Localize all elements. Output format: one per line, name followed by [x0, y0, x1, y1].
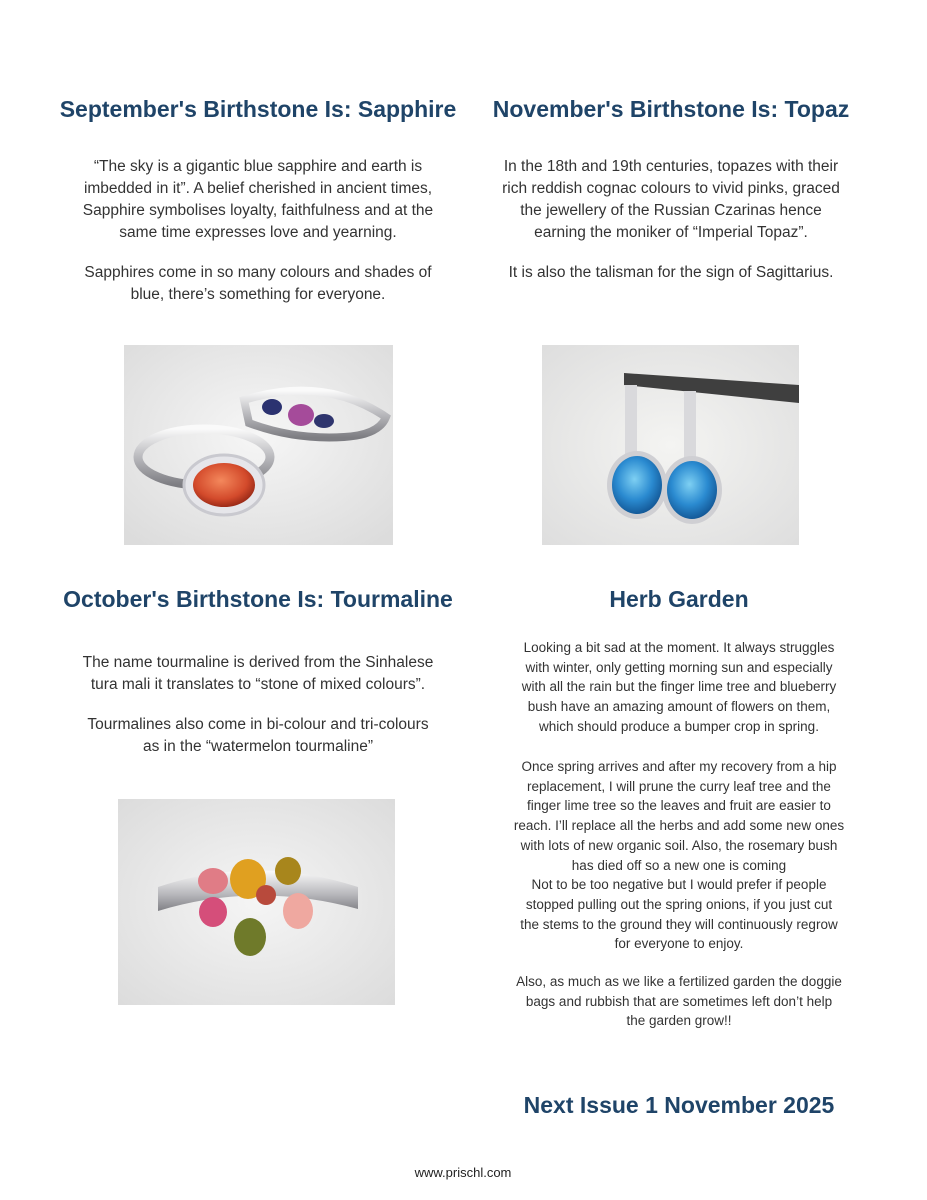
tourmaline-ring-illustration: [118, 799, 395, 1005]
september-paragraph-1: “The sky is a gigantic blue sapphire and earth is imbedded in it”. A belief cherished in ancient times, Sapphire symbolises loyalty, faithfulness and at the same time expresses love and yearning.: [82, 158, 434, 241]
blue-topaz-earrings-photo: [542, 345, 799, 545]
herb-garden-heading: Herb Garden: [609, 586, 749, 612]
november-heading: November's Birthstone Is: Topaz: [492, 96, 850, 122]
herb-garden-paragraph-1: Looking a bit sad at the moment. It always struggles with winter, only getting morning sun and especially with all the rain but the finger lime tree and blueberry bush have an amazing amount of flowers on them, which should produce a bumper crop in spring.: [521, 640, 837, 734]
website-link[interactable]: www.prischl.com: [414, 1165, 512, 1180]
sapphire-rings-illustration: [124, 345, 393, 545]
october-paragraph-1: The name tourmaline is derived from the Sinhalese tura mali it translates to “stone of mixed colours”.: [82, 654, 434, 693]
tourmaline-cluster-ring-photo: [118, 799, 395, 1005]
november-paragraph-2: It is also the talisman for the sign of Sagittarius.: [508, 264, 834, 281]
october-heading: October's Birthstone Is: Tourmaline: [63, 586, 453, 612]
september-heading: September's Birthstone Is: Sapphire: [59, 96, 457, 122]
topaz-earrings-illustration: [542, 345, 799, 545]
next-issue-heading: Next Issue 1 November 2025: [523, 1092, 835, 1118]
september-paragraph-2: Sapphires come in so many colours and shades of blue, there’s something for everyone.: [84, 264, 432, 303]
sapphire-rings-photo: [124, 345, 393, 545]
november-paragraph-1: In the 18th and 19th centuries, topazes with their rich reddish cognac colours to vivid pinks, graced the jewellery of the Russian Czarinas hence earning the moniker of “Imperial Topaz”.: [502, 158, 840, 241]
herb-garden-paragraph-2: Once spring arrives and after my recovery from a hip replacement, I will prune the curry leaf tree and the finger lime tree so the leaves and fruit are easier to reach. I’ll replace all the herbs and add some new ones with lots of new organic soil. Also, the rosemary bush has died off so a new one is coming Not to be too negative but I would prefer if people stopped pulling out the spring onions, if you just cut the stems to the ground they will continuously regrow for everyone to enjoy.: [513, 759, 845, 952]
october-paragraph-2: Tourmalines also come in bi-colour and tri-colours as in the “watermelon tourmaline”: [87, 716, 429, 755]
herb-garden-paragraph-3: Also, as much as we like a fertilized garden the doggie bags and rubbish that are sometimes left don’t help the garden grow!!: [516, 974, 842, 1029]
